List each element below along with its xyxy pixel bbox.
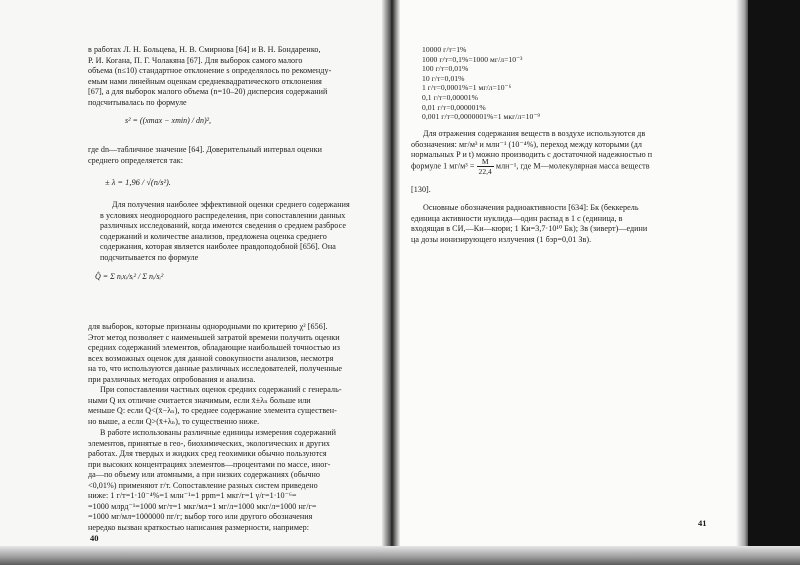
text-line: обозначения: мг/м³ и млн⁻¹ (10⁻⁴%), переход между которыми (дл [411, 139, 643, 149]
paragraph-5 [88, 385, 342, 427]
text-line: подсчитывается по формуле [100, 252, 199, 262]
unit-list [422, 45, 540, 122]
text-line: где dn—табличное значение [64]. Доверительный интервал оценки [88, 145, 322, 154]
citation: [130]. [411, 185, 431, 194]
page-number-right: 41 [698, 518, 707, 528]
fraction-denominator: 22,4 [478, 167, 492, 176]
text-line: в работах Л. Н. Больцева, Н. В. Смирнова [64] и В. Н. Бондаренко, [88, 45, 321, 54]
text-line: содержаний и количестве анализов, предложена оценка среднего [100, 231, 327, 241]
page-number-left: 40 [90, 533, 99, 543]
text-line: нередко вызван краткостью написания размерности, например: [88, 522, 310, 532]
unit-line: 0,1 г/т=0,00001% [422, 92, 479, 102]
text-line: Для получения наиболее эффективной оценки среднего содержания [112, 200, 350, 209]
text-line: но выше, а если Q>(x̄+λₙ), то существенно ниже. [88, 416, 260, 426]
unit-line: 10000 г/т=1% [422, 45, 467, 54]
text-line: для выборок, которые признаны однородными по критерию χ² [656]. [88, 322, 328, 331]
text-line: <0,01%) применяют г/т. Сопоставление разных систем приведено [88, 480, 318, 490]
paragraph-radioactivity [411, 203, 647, 245]
text-line: да—по объему или атомными, а при низких содержаниях (обычно [88, 470, 321, 479]
text-line: различных исследований, когда имеются сведения о среднем разбросе [100, 221, 346, 230]
text-line: среднего определяется так: [88, 155, 184, 165]
text-line: средних содержаний элементов, обладающие наибольшей точностью из [88, 343, 340, 352]
text-line: Этот метод позволяет с наименьшей затратой времени получить оценки [88, 332, 340, 342]
text-line: работах. Для твердых и жидких сред геохимики обычно пользуются [88, 449, 327, 458]
formula-text: ± λ = 1,96 / √(n/s²). [105, 178, 171, 187]
book-gutter [382, 0, 400, 565]
scan-bottom-edge [0, 546, 800, 565]
formula-prefix: формуле 1 мг/м³ = [411, 161, 475, 171]
paragraph-air [411, 129, 652, 161]
text-line: на то, что используются данные различных исследователей, полученные [88, 364, 343, 373]
text-line: Р. И. Когана, П. Г. Чолакяна [67]. Для выборок самого малого [88, 55, 303, 65]
unit-line: 100 г/т=0,01% [422, 64, 469, 74]
text-line: при различных методах опробования и анализа. [88, 374, 256, 384]
formula-text: Q̂ = Σ nᵢxᵢ/sᵢ² / Σ nᵢ/sᵢ² [95, 272, 164, 281]
text-line: Для отражения содержания веществ в воздухе используются дв [423, 129, 646, 138]
text-line: ниже: 1 г/т=1·10⁻⁴%=1 млн⁻¹=1 ppm=1 мкг/г=1 γ/г=1·10⁻⁶= [88, 491, 297, 500]
text-line: меньше Q: если Q<(x̄−λₙ), то среднее содержание элемента существен- [88, 406, 337, 415]
text-line: емым нами линейным оценкам среднеквадратического отклонения [88, 76, 322, 86]
fraction [477, 157, 494, 176]
unit-line: 1 г/т=0,0001%=1 мг/л=10⁻⁶ [422, 83, 512, 93]
text-line: единица активности нуклида—один распад в 1 с (единица, в [411, 213, 623, 223]
text-line: ными Q их отличие считается значимым, если x̄±λₙ больше или [88, 395, 311, 405]
unit-line: 0,01 г/т=0,000001% [422, 102, 486, 112]
paragraph-3 [88, 200, 350, 263]
text-line: при высоких концентрациях элементов—процентами по массе, иног- [88, 459, 331, 469]
text-line: нормальных P и t) можно производить с достаточной надежностью п [411, 150, 653, 159]
text-line: При сопоставлении частных оценок средних содержаний с генераль- [100, 385, 342, 394]
scan-dark-border [748, 0, 800, 565]
formula-weighted-mean [95, 272, 163, 281]
text-line: Основные обозначения радиоактивности [634]: Бк (беккерель [423, 203, 639, 212]
formula-confidence-interval [105, 178, 171, 187]
text-line: ца дозы ионизирующего излучения (1 бэр=0,01 Зв). [411, 234, 592, 244]
text-line: в условиях неоднородного распределения, при сопоставлении данных [100, 210, 346, 220]
formula-suffix: млн⁻¹, где M—молекулярная масса веществ [495, 161, 650, 171]
unit-line: 0,001 г/т=0,0000001%=1 мкг/л=10⁻⁹ [422, 112, 541, 122]
text-line: подсчитывалась по формуле [88, 97, 187, 107]
text-line: всех возможных оценок для данной совокупности анализов, несмотря [88, 353, 334, 363]
fraction-numerator: M [477, 157, 494, 167]
text-line: [67], а для выборок малого объема (n=10–20) дисперсия содержаний [88, 87, 328, 96]
text-line: объема (n≤10) стандартное отклонение s определялось по рекоменду- [88, 66, 332, 75]
text-line: =1000 млрд⁻¹=1000 мг/т=1 мкг/мл=1 мг/л=1000 мкг/л=1000 нг/г= [88, 501, 317, 511]
text-line: =1000 мг/мл=1000000 пг/г; выбор того или другого обозначения [88, 512, 313, 521]
text-line: элементов, принятые в гео-, биохимических, экологических и других [88, 438, 330, 448]
text-line: содержания, которая является наиболее правдоподобной [656]. Она [100, 242, 336, 251]
text-line: В работе использованы различные единицы измерения содержаний [100, 428, 337, 437]
formula-text: s² = ((xmax − xmin) / dn)², [125, 116, 212, 125]
paragraph-2 [88, 145, 322, 166]
paragraph-1 [88, 45, 331, 108]
text-line: входящая в СИ,—Ки—кюри; 1 Ки=3,7·10¹⁰ Бк); Зв (зиверт)—едини [411, 224, 648, 233]
paragraph-4 [88, 322, 342, 385]
paragraph-6 [88, 428, 336, 533]
unit-line: 10 г/т=0,01% [422, 73, 465, 83]
left-page [0, 0, 394, 565]
unit-line: 1000 г/т=0,1%=1000 мг/л=10⁻³ [422, 54, 523, 64]
formula-air-conversion [411, 157, 650, 176]
formula-variance [125, 116, 211, 125]
